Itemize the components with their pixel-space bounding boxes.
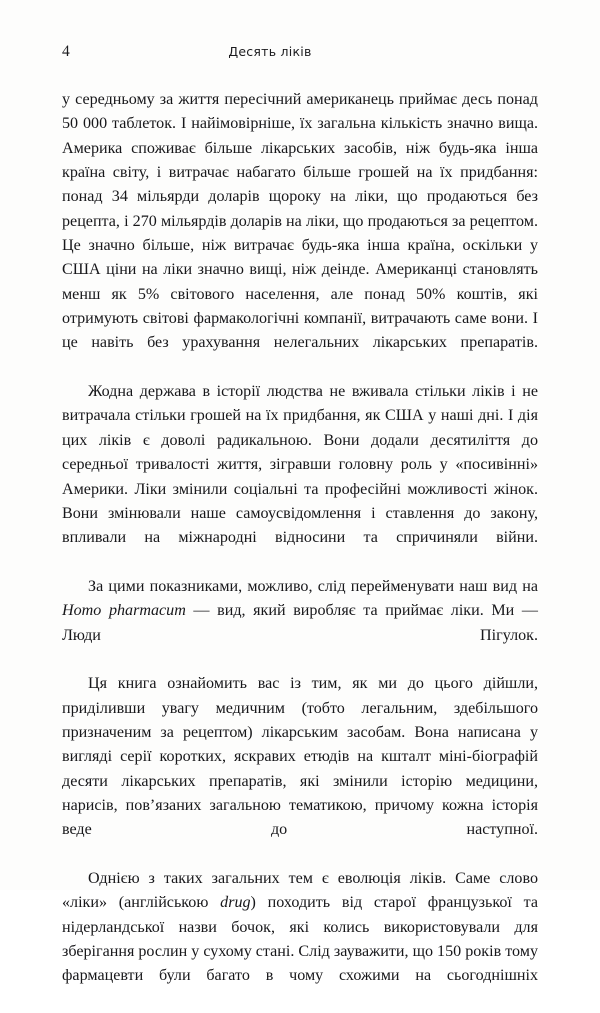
text-run: — вид, який виробляє та приймає ліки. Ми — Люди Пігулок. <box>62 602 538 644</box>
italic-term: drug <box>220 894 251 912</box>
running-head <box>62 43 538 65</box>
text-run: Ця книга ознайомить вас із тим, як ми до цього дійшли, приділивши увагу медичним (тобто легальним, здебільшого призначеним за рецептом) лікарським засобам. Вона написана у вигляді серії коротких, яскравих етюдів на кшталт міні-біографій десяти лікарських препаратів, які змінили історію медицини, нарисів, пов’язаних загальною тематикою, причому кожна історія веде до наступної. <box>62 675 538 839</box>
text-run: ) походить від старої французької та нідерландської назви бочок, які колись використовували для зберігання рослин у сухому стані. Слід зауважити, що 150 років тому фармацевти були багато в чому схожими на сьогоднішніх <box>62 894 539 985</box>
paragraph <box>62 575 538 672</box>
paragraph <box>62 672 538 867</box>
text-run: у середньому за життя пересічний американець приймає десь понад 50 000 таблеток. І найімовірніше, їх загальна кількість значно вища. Америка споживає більше лікарських засобів, ніж будь-яка інша країна світу, і витрачає набагато більше грошей на їх придбання: понад 34 мільярди доларів щороку на ліки, що продаються без рецепта, і 270 мільярдів доларів на ліки, що продаються за рецептом. Це значно більше, ніж витрачає будь-яка інша країна, оскільки у США ціни на ліки значно вищі, ніж деінде. Американці становлять менш як 5% світового населення, але понад 50% коштів, які отримують світові фармакологічні компанії, витрачають саме вони. І це навіть без урахування нелегальних лікарських препаратів. <box>62 91 538 352</box>
paragraph <box>62 380 538 575</box>
italic-term: Homo pharmacum <box>62 602 186 620</box>
paragraph <box>62 867 538 1013</box>
page-number: 4 <box>62 43 70 60</box>
paragraph <box>62 88 538 380</box>
text-run: Жодна держава в історії людства не вживала стільки ліків і не витрачала стільки грошей на їх придбання, як США у наші дні. І дія цих ліків є доволі радикальною. Вони додали десятиліття до середньої тривалості життя, зігравши головну роль у «посивінні» Америки. Ліки змінили соціальні та професійні можливості жінок. Вони змінювали наше самоусвідомлення і ставлення до закону, впливали на міжнародні відносини та спричиняли війни. <box>62 383 538 547</box>
text-run: Однією з таких загальних тем є еволюція ліків. Саме слово «ліки» (англійською <box>62 870 538 912</box>
text-run: За цими показниками, можливо, слід перейменувати наш вид на <box>88 577 538 595</box>
running-title: Десять ліків <box>228 44 312 59</box>
body-text-block <box>62 88 538 1013</box>
